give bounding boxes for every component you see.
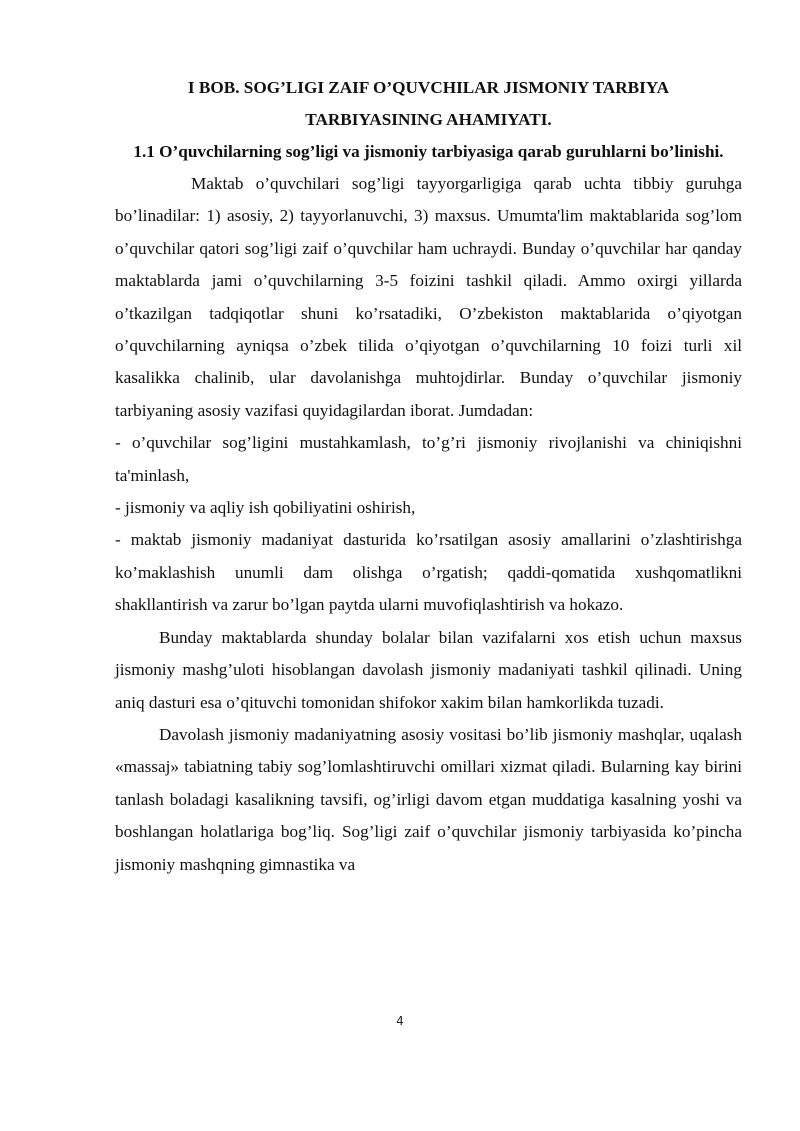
list-item: - jismoniy va aqliy ish qobiliyatini oshirish, bbox=[115, 498, 416, 518]
body-paragraph: Bunday maktablarda shunday bolalar bilan vazifalarni xos etish uchun maxsus jismoniy mashg’uloti hisoblangan davolash jismoniy madaniyati tashkil qilinadi. Uning aniq dasturi esa o’qituvchi tomonidan shifokor xakim bilan hamkorlikda tuzadi. bbox=[115, 627, 742, 712]
chapter-title: I BOB. SOG’LIGI ZAIF O’QUVCHILAR JISMONIY TARBIYA TARBIYASINING AHAMIYATI. bbox=[187, 78, 670, 129]
section-title: 1.1 O’quvchilarning sog’ligi va jismoniy tarbiyasiga qarab guruhlarni bo’linishi. bbox=[133, 142, 724, 161]
body-paragraph: Davolash jismoniy madaniyatning asosiy vositasi bo’lib jismoniy mashqlar, uqalash «massaj» tabiatning tabiy sog’lomlashtiruvchi omillari xizmat qiladi. Bularning kay birini tanlash boladagi kasalikning tavsifi, og’irligi davom etgan muddatiga kasalning yoshi va boshlangan holatlariga bog’liq. Sog’ligi zaif o’quvchilar jismoniy tarbiyasida ko’pincha jismoniy mashqning gimnastika va bbox=[115, 724, 742, 874]
list-item: - o’quvchilar sog’ligini mustahkamlash, to’g’ri jismoniy rivojlanishi va chiniqishni ta'minlash, bbox=[115, 433, 742, 485]
list-item: - maktab jismoniy madaniyat dasturida ko’rsatilgan asosiy amallarini o’zlashtirishga ko’maklashish unumli dam olishga o’rgatish; qaddi-qomatida xushqomatlikni shakllantirish va zarur bo’lgan paytda ularni muvofiqlashtirish va hokazo. bbox=[115, 530, 742, 615]
page-number: 4 bbox=[396, 1014, 404, 1028]
body-paragraph: Maktab o’quvchilari sog’ligi tayyorgarligiga qarab uchta tibbiy guruhga bo’linadilar: 1) asosiy, 2) tayyorlanuvchi, 3) maxsus. Umumta'lim maktablarida sog’lom o’quvchilar qatori sog’ligi zaif o’quvchilar ham uchraydi. Bunday o’quvchilar har qanday maktablarda jami o’quvchilarning 3-5 foizini tashkil qiladi. Ammo oxirgi yillarda o’tkazilgan tadqiqotlar shuni ko’rsatadiki, O’zbekiston maktablarida o’qiyotgan o’quvchilarning ayniqsa o’zbek tilida o’qiyotgan o’quvchilarning 10 foizi turli xil kasalikka chalinib, ular davolanishga muhtojdirlar. Bunday o’quvchilar jismoniy tarbiyaning asosiy vazifasi quyidagilardan iborat. Jumdadan: bbox=[115, 174, 742, 420]
